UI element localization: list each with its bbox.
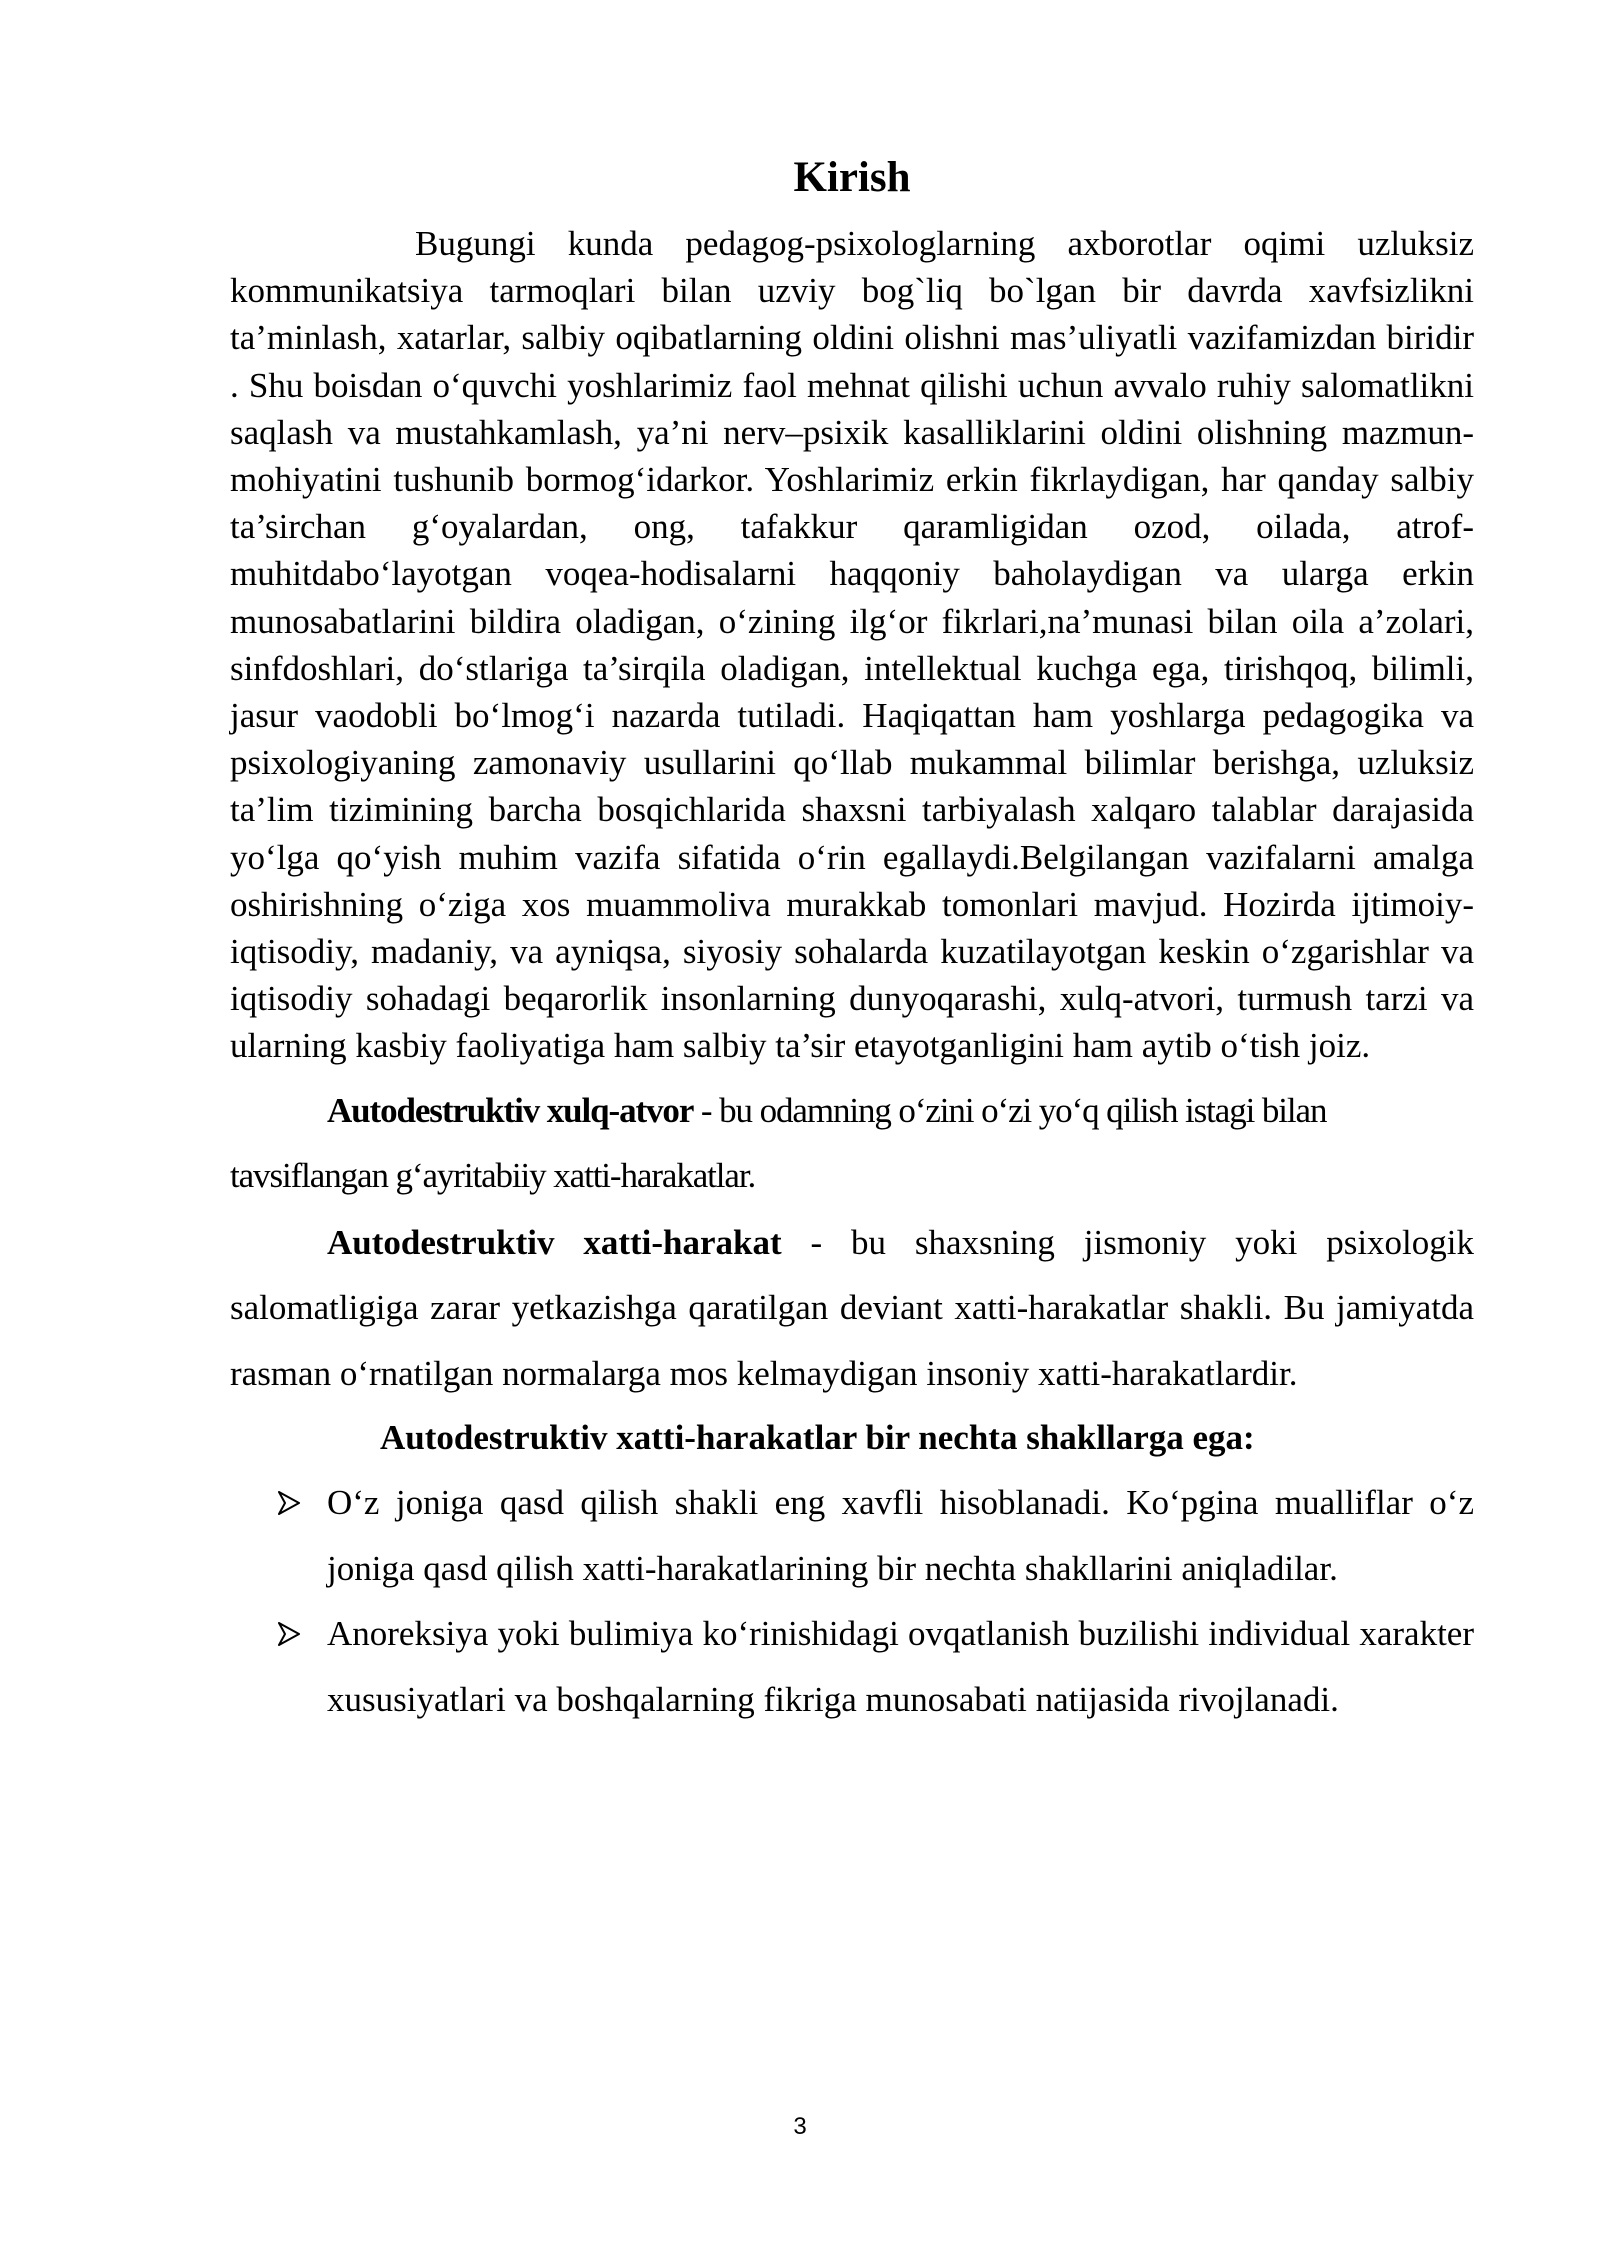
arrowhead-bullet-icon (278, 1601, 308, 1666)
intro-paragraph: Bugungi kunda pedagog-psixologlarning axborotlar oqimi uzluksiz kommunikatsiya tarmoqlari bilan uzviy bog`liq bo`lgan bir davrda xavfsizlikni ta’minlash, xatarlar, salbiy oqibatlarning oldini olishni mas’uliyatli vazifamizdan biridir . Shu boisdan o‘quvchi yoshlarimiz faol mehnat qilishi uchun avvalo ruhiy salomatlikni saqlash va mustahkamlash, ya’ni nerv–psixik kasalliklarini oldini olishning mazmun-mohiyatini tushunib bormog‘idarkor. Yoshlarimiz erkin fikrlaydigan, har qanday salbiy ta’sirchan g‘oyalardan, ong, tafakkur qaramligidan ozod, oilada, atrof-muhitdabo‘layotgan voqea-hodisalarni haqqoniy baholaydigan va ularga erkin munosabatlarini bildira oladigan, o‘zining ilg‘or fikrlari,na’munasi bilan oila a’zolari, sinfdoshlari, do‘stlariga ta’sirqila oladigan, intellektual kuchga ega, tirishqoq, bilimli, jasur vaodobli bo‘lmog‘i nazarda tutiladi. Haqiqattan ham yoshlarga pedagogika va psixologiyaning zamonaviy usullarini qo‘llab mukammal bilimlar berishga, uzluksiz ta’lim tizimining barcha bosqichlarida shaxsni tarbiyalash xalqaro talablar darajasida yo‘lga qo‘yish muhim vazifa sifatida o‘rin egallaydi.Belgilangan vazifalarni amalga oshirishning o‘ziga xos muammoliva murakkab tomonlari mavjud. Hozirda ijtimoiy-iqtisodiy, madaniy, va ayniqsa, siyosiy sohalarda kuzatilayotgan keskin o‘zgarishlar va iqtisodiy sohadagi beqarorlik insonlarning dunyoqarashi, xulq-atvori, turmush tarzi va ularning kasbiy faoliyatiga ham salbiy ta’sir etayotganligini ham aytib o‘tish joiz. (230, 224, 1474, 1066)
list-item (230, 1470, 1474, 1601)
bullet-list (230, 1470, 1474, 1732)
document-page (230, 150, 1474, 1732)
definition-term: Autodestruktiv xatti-harakat (327, 1222, 782, 1262)
list-item (230, 1601, 1474, 1732)
section-subheading: Autodestruktiv xatti-harakatlar bir nechta shakllarga ega: (380, 1418, 1255, 1458)
definition-text: - bu odamning o‘zini o‘zi yo‘q qilish istagi bilan tavsiflangan g‘ayritabiiy xatti-harakatlar. (230, 1090, 1327, 1195)
list-item-text: O‘z joniga qasd qilish shakli eng xavfli hisoblanadi. Ko‘pgina mualliflar o‘z joniga qasd qilish xatti-harakatlarining bir nechta shakllarini aniqladilar. (327, 1483, 1474, 1588)
definition-term: Autodestruktiv xulq-atvor (327, 1090, 694, 1130)
page-title: Kirish (793, 154, 911, 201)
arrowhead-bullet-icon (278, 1470, 308, 1535)
page-number: 3 (793, 2113, 807, 2140)
definition-text: - bu shaxsning jismoniy yoki psixologik salomatligiga zarar yetkazishga qaratilgan deviant xatti-harakatlar shakli. Bu jamiyatda rasman o‘rnatilgan normalarga mos kelmaydigan insoniy xatti-harakatlardir. (230, 1222, 1474, 1393)
definition-paragraph-2 (230, 1210, 1474, 1407)
list-item-text: Anoreksiya yoki bulimiya ko‘rinishidagi ovqatlanish buzilishi individual xarakter xususiyatlari va boshqalarning fikriga munosabati natijasida rivojlanadi. (327, 1614, 1474, 1719)
definition-paragraph-1 (230, 1078, 1474, 1208)
